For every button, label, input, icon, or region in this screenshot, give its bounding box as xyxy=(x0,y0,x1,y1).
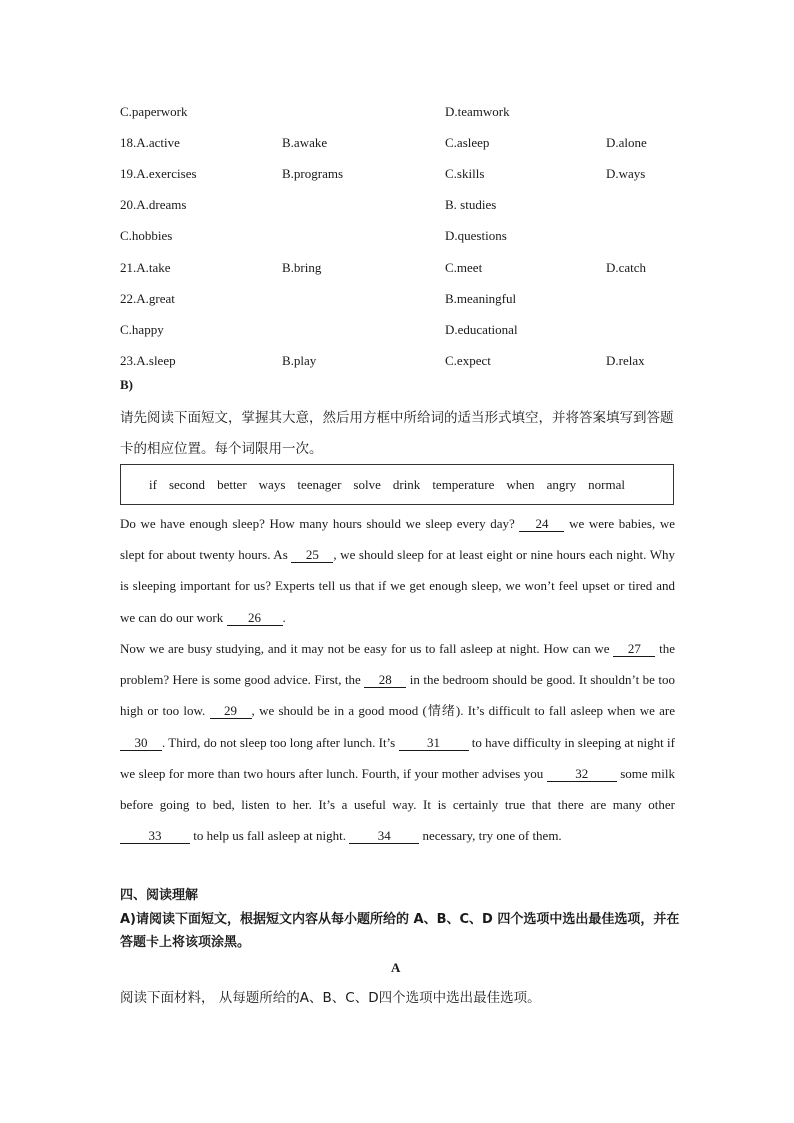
word-bank-item: when xyxy=(506,476,535,492)
section-4-title: 四、阅读理解 xyxy=(120,888,199,903)
option-row xyxy=(120,164,680,184)
option-choice[interactable]: D.questions xyxy=(445,228,507,243)
option-choice[interactable]: B.bring xyxy=(282,260,322,275)
option-choice[interactable]: 23.A.sleep xyxy=(120,353,176,368)
option-choice[interactable]: C.expect xyxy=(445,353,491,368)
option-choice[interactable]: D.teamwork xyxy=(445,104,510,119)
blank-30[interactable]: 30 xyxy=(120,735,162,751)
word-bank-item: if xyxy=(149,476,157,492)
text: to have difficulty in sleeping at night if we sleep for more than two hours after lunch. Fourth, if your mother advises you xyxy=(120,734,675,781)
word-bank-item: teenager xyxy=(297,476,342,492)
section-b-instruction: 请先阅读下面短文，掌握其大意，然后用方框中所给词的适当形式填空，并将答案填写到答题卡的相应位置。每个词限用一次。 xyxy=(120,410,674,457)
blank-33[interactable]: 33 xyxy=(120,828,190,844)
option-choice[interactable]: 22.A.great xyxy=(120,291,175,306)
text: . xyxy=(282,609,286,625)
blank-28[interactable]: 28 xyxy=(364,672,406,688)
blank-29[interactable]: 29 xyxy=(210,703,252,719)
word-bank-box xyxy=(120,464,674,505)
option-row xyxy=(120,320,680,340)
option-choice[interactable]: D.catch xyxy=(606,260,647,275)
option-choice[interactable]: C.happy xyxy=(120,322,164,337)
option-row xyxy=(120,289,680,309)
word-bank-item: ways xyxy=(258,476,286,492)
text: . Third, do not sleep too long after lunch. It’s xyxy=(162,734,399,750)
option-row xyxy=(120,226,680,246)
text: the problem? Here is some good advice. First, the xyxy=(120,641,676,688)
option-row xyxy=(120,133,680,153)
blank-24[interactable]: 24 xyxy=(519,516,564,532)
word-bank-item: drink xyxy=(392,476,421,492)
option-choice[interactable]: B.programs xyxy=(282,166,344,181)
option-choice[interactable]: D.educational xyxy=(445,322,518,337)
text: necessary, try one of them. xyxy=(419,828,562,844)
reading-instruction: 阅读下面材料， 从每题所给的A、B、C、D四个选项中选出最佳选项。 xyxy=(120,990,541,1006)
text: Do we have enough sleep? How many hours should we sleep every day? xyxy=(120,516,520,531)
option-choice[interactable]: C.skills xyxy=(445,166,485,181)
word-bank-item: solve xyxy=(353,476,381,492)
option-choice[interactable]: 19.A.exercises xyxy=(120,166,197,181)
text: , we should be in a good mood (情绪). It’s difficult to fall asleep when we are xyxy=(251,703,675,719)
option-choice[interactable]: D.relax xyxy=(606,353,645,368)
word-bank-item: temperature xyxy=(432,476,495,492)
blank-26[interactable]: 26 xyxy=(227,610,283,626)
option-choice[interactable]: 20.A.dreams xyxy=(120,197,187,212)
blank-27[interactable]: 27 xyxy=(613,641,655,657)
word-bank-item: second xyxy=(168,476,206,492)
text: , we should sleep for at least eight or nine hours each night. Why is sleeping important for us? Experts tell us that if we get enough sleep, we won’t feel upset or tired and we can do our work xyxy=(120,547,675,625)
section-4a-instruction: A)请阅读下面短文，根据短文内容从每小题所给的 A、B、C、D 四个选项中选出最佳选项，并在答题卡上将该项涂黑。 xyxy=(120,912,680,950)
option-choice[interactable]: C.paperwork xyxy=(120,104,188,119)
option-choice[interactable]: D.ways xyxy=(606,166,646,181)
option-choice[interactable]: C.asleep xyxy=(445,135,490,150)
text: some milk before going to bed, listen to her. It’s a useful way. It is certainly true that there are many other xyxy=(120,765,675,813)
text: in the bedroom should be good. It shouldn’t be too high or too low. xyxy=(120,672,675,719)
passage-letter: A xyxy=(391,960,401,975)
option-choice[interactable]: B.play xyxy=(282,353,317,368)
blank-32[interactable]: 32 xyxy=(547,766,617,782)
word-bank-item: better xyxy=(217,476,247,492)
option-row xyxy=(120,258,680,278)
section-b-label: B) xyxy=(120,377,133,392)
option-choice[interactable]: B. studies xyxy=(445,197,497,212)
text: to help us fall asleep at night. xyxy=(190,828,350,844)
word-bank-item: normal xyxy=(588,476,625,492)
blank-34[interactable]: 34 xyxy=(349,828,419,844)
blank-31[interactable]: 31 xyxy=(399,735,469,751)
option-choice[interactable]: C.meet xyxy=(445,260,483,275)
word-bank-item: angry xyxy=(546,476,577,492)
option-row xyxy=(120,195,680,215)
passage-paragraph-1 xyxy=(120,508,675,633)
text: Now we are busy studying, and it may not be easy for us to fall asleep at night. How can we xyxy=(120,641,614,656)
text: we were babies, we slept for about twenty hours. As xyxy=(120,516,675,563)
option-choice[interactable]: D.alone xyxy=(606,135,647,150)
option-row xyxy=(120,351,680,371)
blank-25[interactable]: 25 xyxy=(291,547,333,563)
option-choice[interactable]: 18.A.active xyxy=(120,135,180,150)
option-choice[interactable]: 21.A.take xyxy=(120,260,171,275)
passage-paragraph-2 xyxy=(120,633,675,851)
option-choice[interactable]: B.meaningful xyxy=(445,291,517,306)
option-choice[interactable]: B.awake xyxy=(282,135,328,150)
option-row xyxy=(120,102,680,122)
option-choice[interactable]: C.hobbies xyxy=(120,228,173,243)
